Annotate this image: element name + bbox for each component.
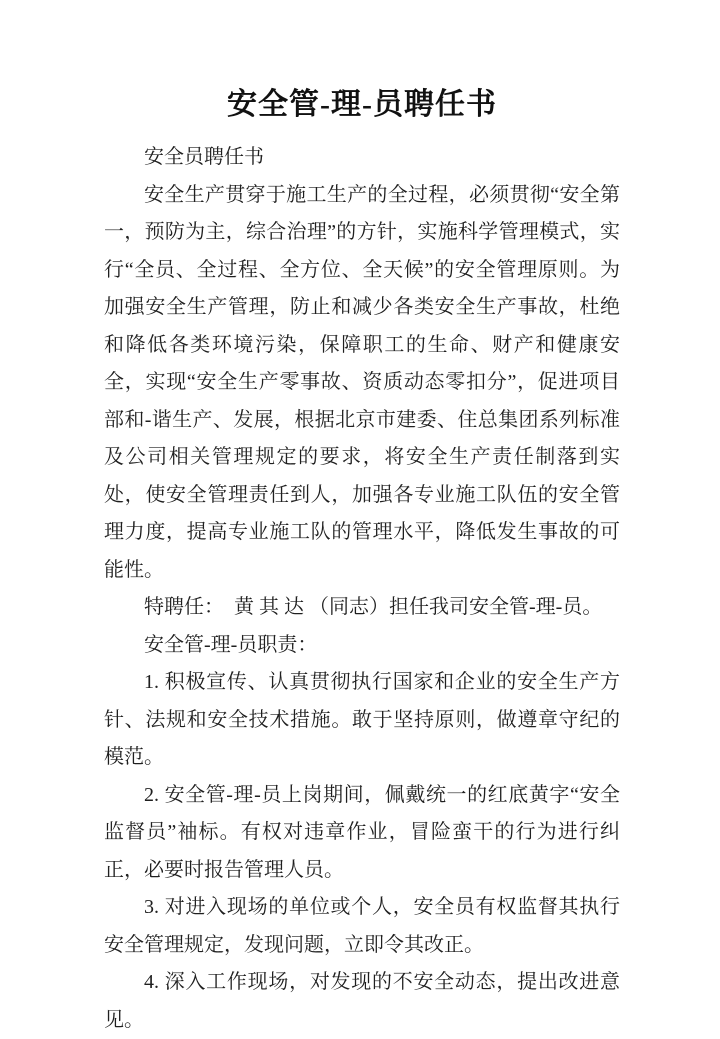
- paragraph-duties-heading: 安全管-理-员职责：: [144, 633, 318, 656]
- paragraph-intro: 安全生产贯穿于施工生产的全过程，必须贯彻“安全第一，预防为主，综合治理”的方针，实施科学管理模式，实行“全员、全过程、全方位、全天候”的安全管理原则。为加强安全生产管理，防止和减少各类安全生产事故，杜绝和降低各类环境污染，保障职工的生命、财产和健康安全，实现“安全生产零事故、资质动态零扣分”，促进项目部和-谐生产、发展，根据北京市建委、住总集团系列标准及公司相关管理规定的要求，将安全生产责任制落到实处，使安全管理责任到人，加强各专业施工队伍的安全管理力度，提高专业施工队的管理水平，降低发生事故的可能性。: [104, 183, 620, 581]
- document-title: 安全管-理-员聘任书: [227, 88, 497, 121]
- paragraph-duty-3: 3. 对进入现场的单位或个人，安全员有权监督其执行安全管理规定，发现问题，立即令其改正。: [104, 896, 620, 956]
- paragraph-duty-2: 2. 安全管-理-员上岗期间，佩戴统一的红底黄字“安全监督员”袖标。有权对违章作业，冒险蛮干的行为进行纠正，必要时报告管理人员。: [104, 783, 620, 881]
- paragraph-duty-4: 4. 深入工作现场，对发现的不安全动态，提出改进意见。: [104, 971, 620, 1031]
- paragraph-appointment: 特聘任： 黄 其 达 （同志）担任我司安全管-理-员。: [144, 596, 603, 618]
- paragraph-subtitle: 安全员聘任书: [144, 146, 264, 168]
- paragraph-duty-1: 1. 积极宣传、认真贯彻执行国家和企业的安全生产方针、法规和安全技术措施。敢于坚持原则，做遵章守纪的模范。: [104, 671, 620, 768]
